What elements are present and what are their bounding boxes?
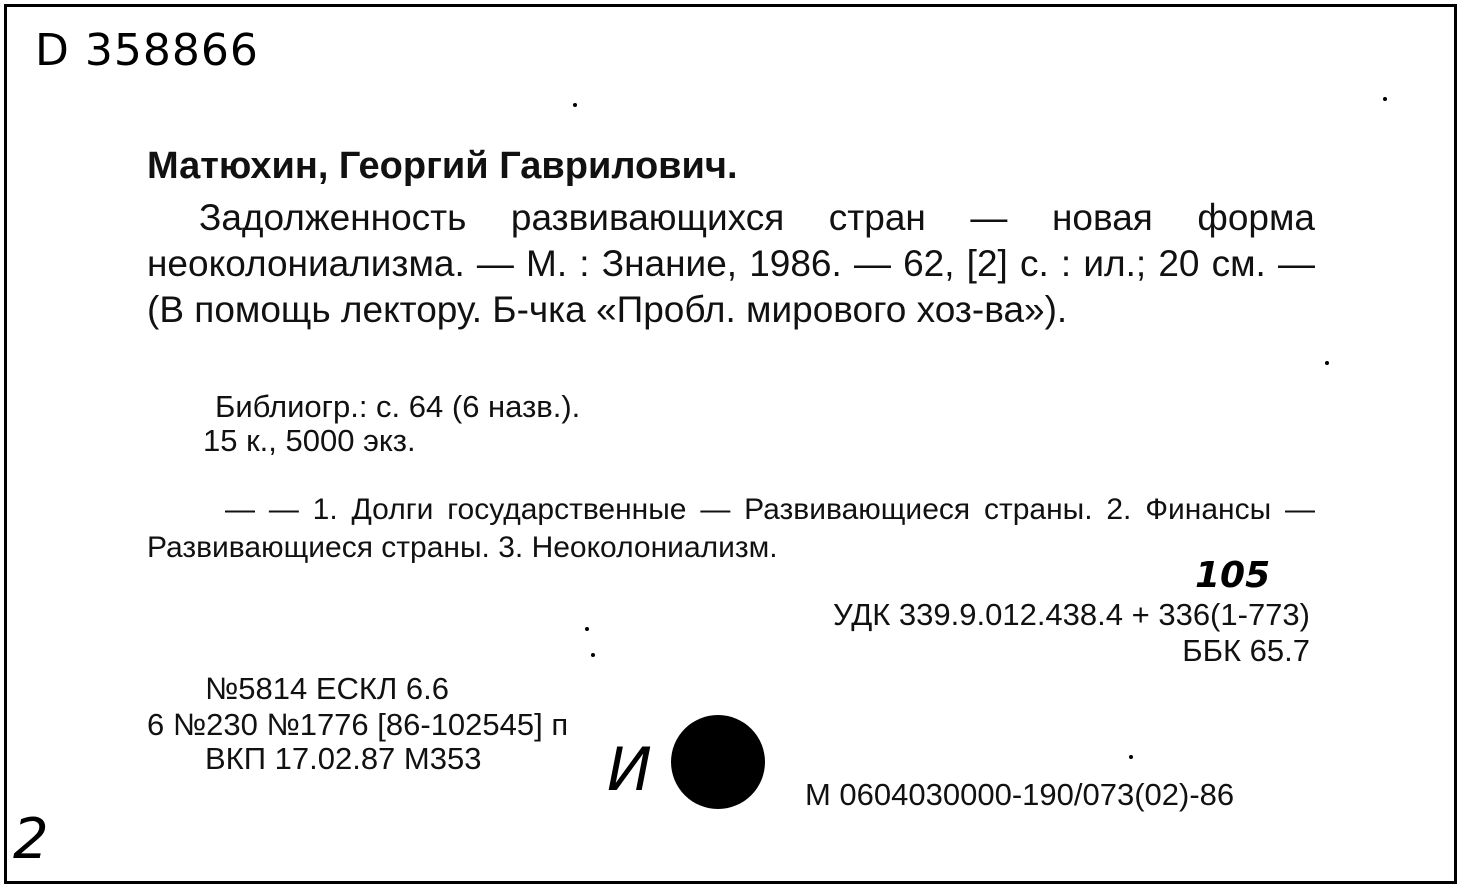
copies-note: 15 к., 5000 экз. bbox=[203, 423, 416, 458]
title-description bbox=[147, 195, 1315, 333]
subject-headings-text: — — 1. Долги государственные — Развивающиеся страны. 2. Финансы — Развивающиеся страны. 3. Неоколониализм. bbox=[147, 493, 1315, 564]
call-number: D 358866 bbox=[35, 25, 259, 76]
handwritten-105: 105 bbox=[1195, 555, 1271, 596]
dust-speck bbox=[573, 103, 577, 107]
author-heading: Матюхин, Георгий Гаврилович. bbox=[147, 145, 738, 187]
udk-index: УДК 339.9.012.438.4 + 336(1-773) bbox=[832, 597, 1310, 632]
bibliography-note: Библиогр.: с. 64 (6 назв.). bbox=[215, 389, 581, 424]
dust-speck bbox=[585, 627, 589, 631]
vkp-line: ВКП 17.02.87 М353 bbox=[205, 741, 482, 776]
handwritten-2: 2 bbox=[13, 807, 49, 872]
m-code: М 0604030000-190/073(02)-86 bbox=[805, 777, 1235, 812]
handwritten-initial: И bbox=[607, 735, 652, 805]
dust-speck bbox=[1325, 361, 1329, 365]
title-description-text: Задолженность развивающихся стран — новая форма неоколониализма. — М. : Знание, 1986. — 62, [2] с. : ил.; 20 см. — (В помощь лектору. Б-чка «Пробл. мирового хоз-ва»). bbox=[147, 197, 1315, 330]
eskl-line: №5814 ЕСКЛ 6.6 bbox=[205, 671, 450, 706]
bbk-index: ББК 65.7 bbox=[1182, 633, 1310, 668]
catalog-card bbox=[4, 4, 1457, 884]
dust-speck bbox=[591, 653, 595, 657]
punch-hole bbox=[671, 715, 765, 809]
dust-speck bbox=[1129, 755, 1133, 759]
subject-headings bbox=[147, 491, 1315, 567]
dust-speck bbox=[1383, 97, 1387, 101]
numbers-line: 6 №230 №1776 [86-102545] п bbox=[147, 707, 569, 742]
